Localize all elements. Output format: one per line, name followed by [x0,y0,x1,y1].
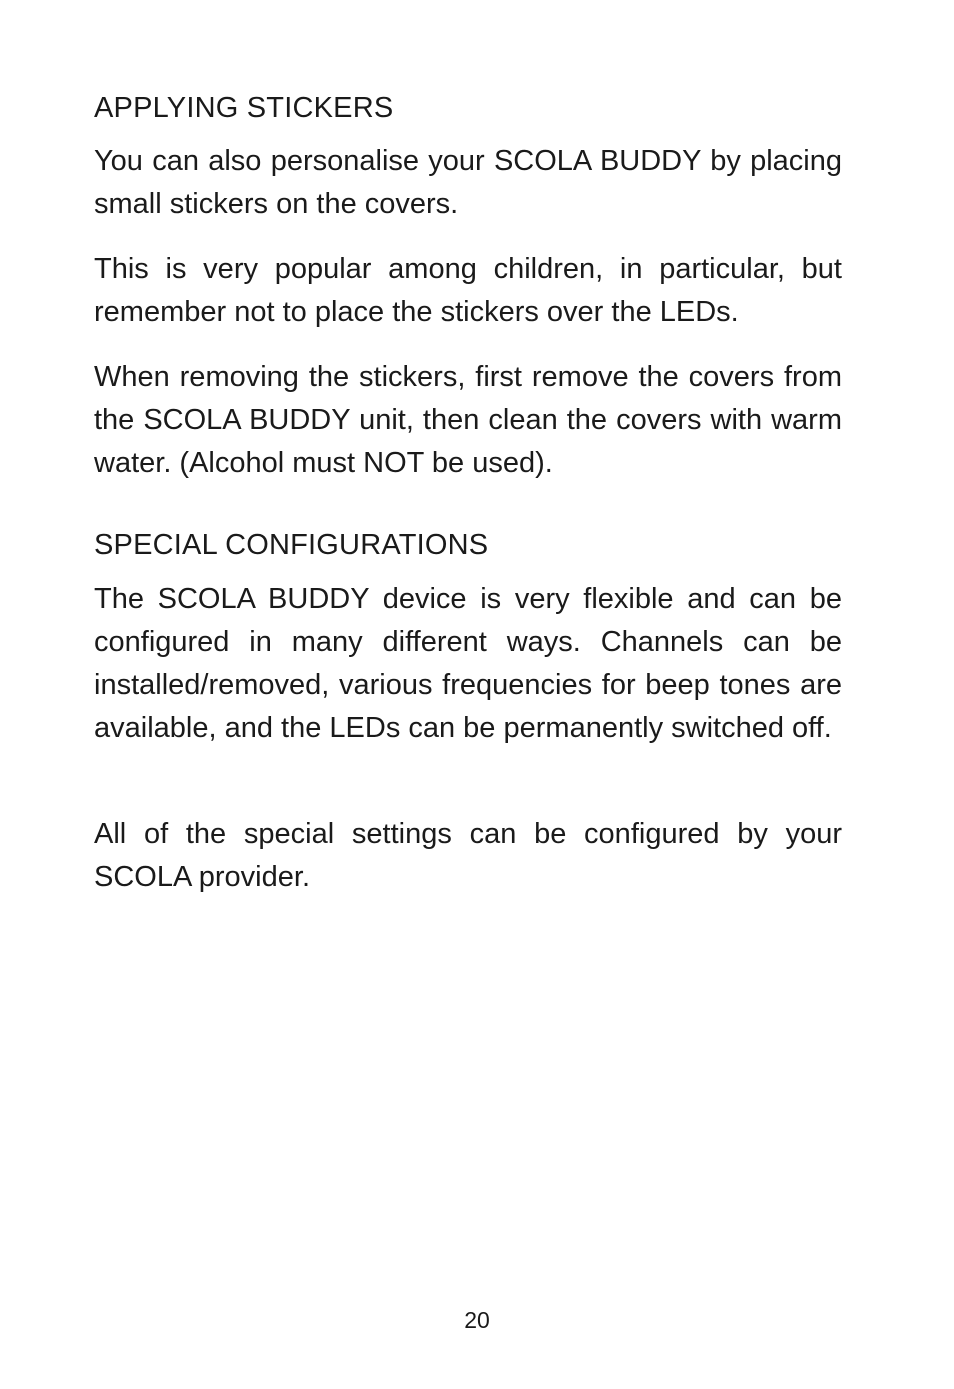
paragraph: You can also personalise your SCOLA BUDDY by placing small stickers on the covers. [94,145,842,220]
section-heading-special-configurations: SPECIAL CONFIGURATIONS [94,529,489,561]
paragraph: All of the special settings can be configured by your SCOLA provider. [94,818,842,893]
paragraph: The SCOLA BUDDY device is very flexible and can be configured in many different ways. Channels can be installed/removed, various frequencies for beep tones are available, and the LEDs can be permanently switched off. [94,583,842,744]
page-number: 20 [464,1307,490,1333]
paragraph: When removing the stickers, first remove the covers from the SCOLA BUDDY unit, then clean the covers with warm water. (Alcohol must NOT be used). [94,361,842,479]
section-heading-applying-stickers: APPLYING STICKERS [94,92,394,124]
paragraph: This is very popular among children, in particular, but remember not to place the stickers over the LEDs. [94,253,842,328]
